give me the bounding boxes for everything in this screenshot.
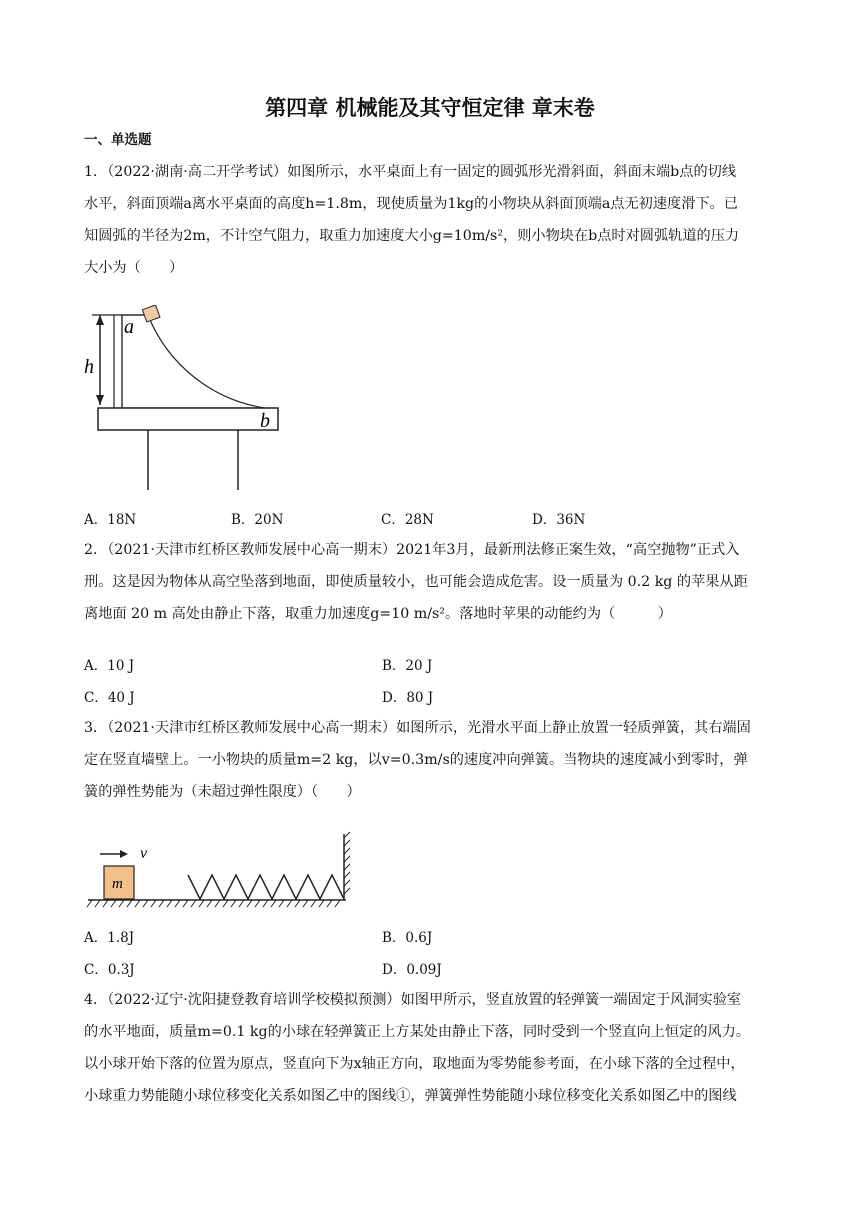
question-3-text xyxy=(84,712,784,808)
question-line: 4．（2022·辽宁·沈阳捷登教育培训学校模拟预测）如图甲所示，竖直放置的轻弹簧一端固定于风洞实验室 xyxy=(84,992,742,1008)
option-d: D．0.09J xyxy=(382,962,442,978)
q1-ramp-figure xyxy=(80,305,290,495)
question-line: 1．（2022·湖南·高二开学考试）如图所示，水平桌面上有一固定的圆弧形光滑斜面，斜面末端b点的切线 xyxy=(84,164,737,180)
question-line: 小球重力势能随小球位移变化关系如图乙中的图线①，弹簧弹性势能随小球位移变化关系如图乙中的图线 xyxy=(84,1088,737,1104)
table-top xyxy=(98,408,278,430)
option-c: C．40 J xyxy=(84,690,135,706)
question-1-text xyxy=(84,156,784,284)
block xyxy=(142,305,160,322)
option-b: B．20 J xyxy=(382,658,433,674)
question-line: 2．（2021·天津市红桥区教师发展中心高一期末）2021年3月，最新刑法修正案生效，“高空抛物”正式入 xyxy=(84,542,740,558)
question-line: 以小球开始下落的位置为原点，竖直向下为x轴正方向，取地面为零势能参考面，在小球下落的全过程中， xyxy=(84,1056,745,1072)
option-a: A．10 J xyxy=(84,658,135,674)
question-line: 簧的弹性势能为（未超过弹性限度）（ ） xyxy=(84,784,361,800)
label-a: a xyxy=(124,316,134,338)
question-line: 的水平地面，质量m=0.1 kg的小球在轻弹簧正上方某处由静止下落，同时受到一个竖直向上恒定的风力。 xyxy=(84,1024,750,1040)
spring xyxy=(188,875,344,899)
question-line: 知圆弧的半径为2m，不计空气阻力，取重力加速度大小g=10m/s²，则小物块在b点时对圆弧轨道的压力 xyxy=(84,228,740,244)
ramp-support xyxy=(114,315,122,408)
option-b: B．0.6J xyxy=(382,930,433,946)
section-heading: 一、单选题 xyxy=(84,132,152,148)
label-v: v xyxy=(140,845,148,862)
option-c: C．28N xyxy=(381,512,434,528)
question-line: 3．（2021·天津市红桥区教师发展中心高一期末）如图所示，光滑水平面上静止放置一轻质弹簧，其右端固 xyxy=(84,720,751,736)
option-a: A．18N xyxy=(84,512,137,528)
arrow-head-bottom xyxy=(96,395,104,405)
wall-hatch xyxy=(344,832,350,894)
question-4-text xyxy=(84,984,784,1112)
label-b: b xyxy=(260,410,270,432)
question-line: 离地面 20 m 高处由静止下落，取重力加速度g=10 m/s²。落地时苹果的动能约为（ ） xyxy=(84,606,672,622)
question-line: 水平，斜面顶端a离水平桌面的高度h=1.8m，现使质量为1kg的小物块从斜面顶端a点无初速度滑下。已 xyxy=(84,196,738,212)
arrow-head-top xyxy=(96,315,104,325)
label-m: m xyxy=(112,876,123,892)
option-c: C．0.3J xyxy=(84,962,135,978)
q3-spring-figure xyxy=(84,828,364,913)
option-a: A．1.8J xyxy=(84,930,135,946)
ground-hatch xyxy=(87,900,340,907)
question-line: 刑。这是因为物体从高空坠落到地面，即使质量较小，也可能会造成危害。设一质量为 0.2 kg 的苹果从距 xyxy=(84,574,748,590)
label-h: h xyxy=(84,356,94,378)
question-2-text xyxy=(84,534,784,630)
arc-ramp xyxy=(122,315,265,408)
option-d: D．36N xyxy=(532,512,586,528)
option-d: D．80 J xyxy=(382,690,434,706)
question-line: 定在竖直墙壁上。一小物块的质量m=2 kg，以v=0.3m/s的速度冲向弹簧。当物块的速度减小到零时，弹 xyxy=(84,752,748,768)
page-title: 第四章 机械能及其守恒定律 章末卷 xyxy=(265,96,595,120)
option-b: B．20N xyxy=(231,512,284,528)
question-line: 大小为（ ） xyxy=(84,260,184,276)
